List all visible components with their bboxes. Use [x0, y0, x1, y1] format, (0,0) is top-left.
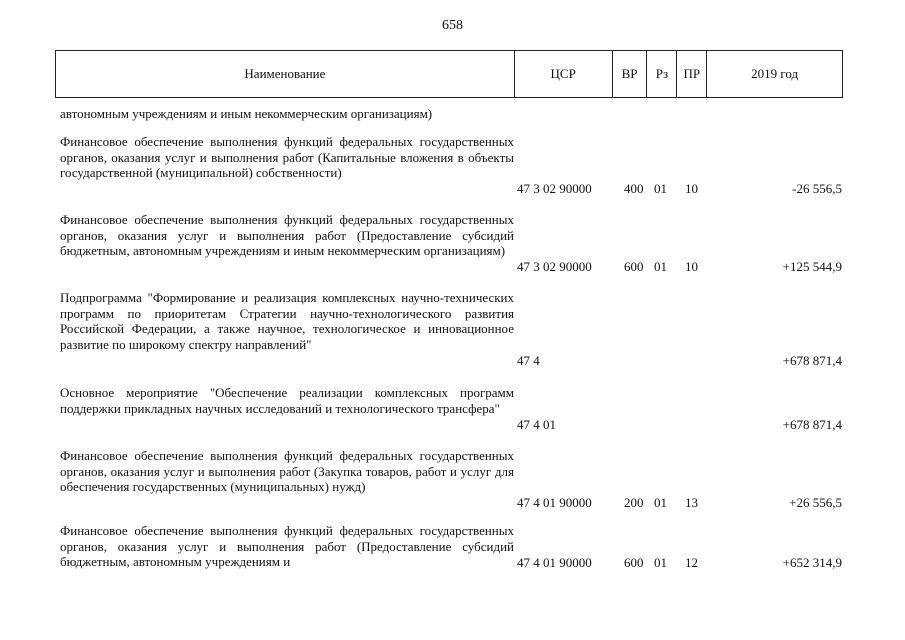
row-pr: 10: [685, 180, 698, 196]
row-vr: 600: [624, 258, 644, 274]
table-row: [0, 212, 905, 274]
table-row: [0, 448, 905, 510]
row-rz: 01: [654, 494, 667, 510]
row-rz: 01: [654, 554, 667, 570]
row-csr: 47 3 02 90000: [517, 258, 592, 274]
row-name: Финансовое обеспечение выполнения функций федеральных государственных органов, оказания услуг и выполнения работ (Предоставление субсидий бюджетным, автономным учреждениям и: [60, 523, 514, 569]
row-amount: +26 556,5: [789, 494, 842, 510]
row-rz: 01: [654, 180, 667, 196]
continuation-row: [0, 106, 905, 122]
header-vr: ВР: [613, 51, 648, 97]
row-name: Финансовое обеспечение выполнения функций федеральных государственных органов, оказания услуг и выполнения работ (Капитальные вложения в объекты государственной (муниципальной) собственности): [60, 134, 514, 180]
row-rz: 01: [654, 258, 667, 274]
row-csr: 47 4: [517, 352, 540, 368]
table-row: [0, 523, 905, 570]
page-number: 658: [442, 18, 463, 33]
table-row: [0, 385, 905, 432]
header-csr: ЦСР: [515, 51, 613, 97]
row-pr: 10: [685, 258, 698, 274]
row-amount: +125 544,9: [782, 258, 842, 274]
header-pr: ПР: [677, 51, 707, 97]
header-rz: Рз: [647, 51, 677, 97]
row-pr: 13: [685, 494, 698, 510]
row-csr: 47 4 01: [517, 416, 556, 432]
row-pr: 12: [685, 554, 698, 570]
row-csr: 47 4 01 90000: [517, 494, 592, 510]
row-name: Подпрограмма "Формирование и реализация комплексных научно-технических программ по приоритетам Стратегии научно-технологического развития Российской Федерации, а также научное, технологическое и инновационное развитие по широкому спектру направлений": [60, 290, 514, 352]
row-amount: -26 556,5: [792, 180, 842, 196]
row-csr: 47 3 02 90000: [517, 180, 592, 196]
row-name: Финансовое обеспечение выполнения функций федеральных государственных органов, оказания услуг и выполнения работ (Закупка товаров, работ и услуг для обеспечения государственных (муниципальных) нужд): [60, 448, 514, 494]
row-vr: 400: [624, 180, 644, 196]
continuation-text: автономным учреждениям и иным некоммерческим организациям): [60, 106, 433, 121]
row-amount: +678 871,4: [782, 416, 842, 432]
header-year: 2019 год: [751, 66, 799, 81]
row-name: Основное мероприятие "Обеспечение реализации комплексных программ поддержки прикладных научных исследований и технологического трансфера": [60, 385, 514, 416]
row-csr: 47 4 01 90000: [517, 554, 592, 570]
table-header: [55, 50, 843, 98]
table-row: [0, 290, 905, 368]
table-row: [0, 134, 905, 196]
row-vr: 200: [624, 494, 644, 510]
row-amount: +678 871,4: [782, 352, 842, 368]
row-amount: +652 314,9: [782, 554, 842, 570]
row-name: Финансовое обеспечение выполнения функций федеральных государственных органов, оказания услуг и выполнения работ (Предоставление субсидий бюджетным, автономным учреждениям и иным некоммерческим организациям): [60, 212, 514, 258]
header-name: Наименование: [56, 51, 515, 97]
row-vr: 600: [624, 554, 644, 570]
